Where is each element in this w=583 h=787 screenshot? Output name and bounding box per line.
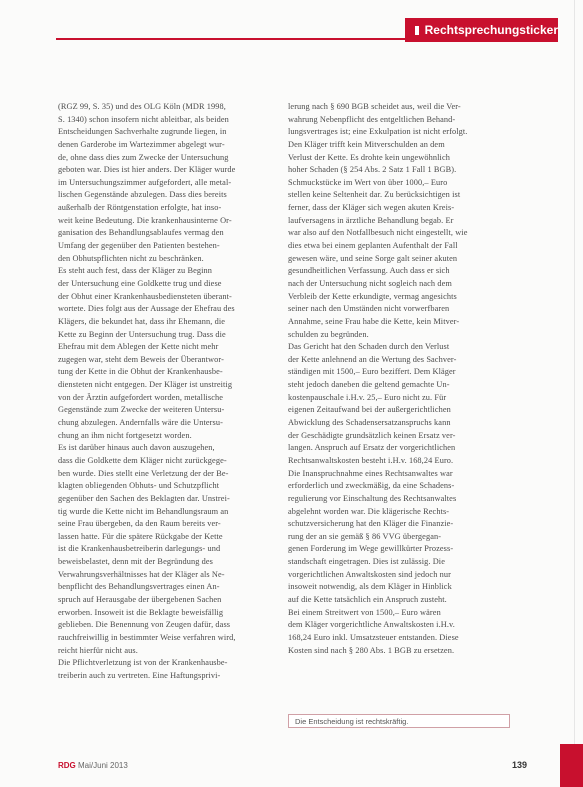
text-line: beweisbelastet, denn mit der Begründung des xyxy=(58,557,213,567)
text-line: seine Frau übergeben, da den Raum bereits ver- xyxy=(58,519,221,529)
text-line: lerung nach § 690 BGB scheidet aus, weil die Ver- xyxy=(288,102,461,111)
text-line: 168,24 Euro inkl. Umsatzsteuer entstanden. Diese xyxy=(288,632,459,642)
text-line: auf die Kette tatsächlich ein Anspruch zusteht. xyxy=(288,594,447,604)
text-line: der Untersuchung eine Goldkette trug und diese xyxy=(58,278,222,288)
text-line: tung der Kette in die Obhut der Krankenhausbe- xyxy=(58,367,223,377)
text-line: Abwicklung des Schadensersatzanspruchs kann xyxy=(288,418,451,428)
text-line: Die Pflichtverletzung ist von der Krankenhausbe- xyxy=(58,658,228,668)
text-line: lassen hatte. Für die spätere Rückgabe der Kette xyxy=(58,531,223,541)
text-line: klagten obliegenden Obhuts- und Schutzpflicht xyxy=(58,481,220,491)
text-line: ben wurde. Dies stellt eine Verletzung der der Be- xyxy=(58,468,229,478)
text-line: hoher Schaden (§ 254 Abs. 2 Satz 1 Fall 1 BGB). xyxy=(288,165,457,175)
text-line: chung an ihm nicht fortgesetzt worden. xyxy=(58,430,192,440)
text-line: rauchfreiwillig in bestimmter Weise verfahren wird, xyxy=(58,632,236,642)
text-line: Gegenstände zum Zwecke der weiteren Untersu- xyxy=(58,405,225,415)
text-line: weit keine Bedeutung. Die krankenhausinterne Or- xyxy=(58,215,232,225)
text-line: Es steht auch fest, dass der Kläger zu Beginn xyxy=(58,266,213,276)
text-line: genen Forderung im Wege gewillkürter Prozess- xyxy=(288,544,454,554)
text-line: nach der Untersuchung nicht sogleich nach dem xyxy=(288,278,452,288)
section-title: Rechtsprechungsticker xyxy=(424,23,558,37)
text-line: geboten war. Dies ist hier anders. Der Kläger wurde xyxy=(58,165,236,175)
text-line: Klägers, die bekundet hat, dass ihr Ehemann, die xyxy=(58,316,226,326)
text-line: treiberin auch zu vertreten. Eine Haftungsprivi- xyxy=(58,670,221,680)
text-line: Den Kläger trifft kein Mitverschulden an dem xyxy=(288,139,445,149)
verdict-note: Die Entscheidung ist rechtskräftig. xyxy=(288,714,510,728)
text-line: Rechtsanwaltskosten besteht i.H.v. 168,24 Euro. xyxy=(288,455,454,465)
text-line: benpflicht des Behandlungsvertrages einen An- xyxy=(58,582,220,592)
text-line: Verlust der Kette. Es drohte kein ungewöhnlich xyxy=(288,152,450,162)
text-line: tig wurde die Kette nicht im Behandlungsraum an xyxy=(58,506,229,516)
text-line: der Obhut einer Krankenhausbediensteten überant- xyxy=(58,291,232,301)
text-line: Es ist darüber hinaus auch davon auszugehen, xyxy=(58,443,215,453)
text-line: ständigen mit 1500,– Euro beziffert. Dem Kläger xyxy=(288,367,456,377)
text-line: den Obhutspflichten nicht zu beschränken. xyxy=(58,253,204,263)
text-line: Schmuckstücke im Wert von über 1000,– Euro xyxy=(288,177,448,187)
text-line: rung der an sie gemäß § 86 VVG übergegan- xyxy=(288,531,442,541)
text-line: schulden zu begründen. xyxy=(288,329,369,339)
text-line: chung abzulegen. Andernfalls wäre die Untersu- xyxy=(58,418,223,428)
page-number: 139 xyxy=(512,760,528,770)
text-line: stellen keine Seltenheit dar. Zu berücksichtigen ist xyxy=(288,190,461,200)
text-line: diensteten nicht entgegen. Der Kläger ist unstreitig xyxy=(58,380,233,390)
text-line: Verwahrungsverhältnisses hat der Kläger als Ne- xyxy=(58,569,225,579)
text-line: gesundheitlichen Verfassung. Auch dass er sich xyxy=(288,266,450,276)
text-line: dem Kläger vorgerichtliche Anwaltskosten i.H.v. xyxy=(288,620,455,630)
text-line: S. 1340) schon insofern nicht ableitbar, als beiden xyxy=(58,114,229,124)
text-line: außerhalb der Röntgenstation erfolgte, hat inso- xyxy=(58,203,222,213)
text-line: der Geschädigte grundsätzlich keinen Ersatz ver- xyxy=(288,430,456,440)
text-line: Kosten sind nach § 280 Abs. 1 BGB zu ersetzen. xyxy=(288,645,455,655)
text-line: gewesen wäre, und seine Sorge galt seiner akuten xyxy=(288,253,458,263)
text-line: insoweit notwendig, als dem Kläger in Hinblick xyxy=(288,582,452,592)
section-banner xyxy=(405,18,558,42)
text-line: dies etwa bei einem geplanten Aufenthalt der Fall xyxy=(288,241,458,251)
footer-issue xyxy=(58,761,128,770)
text-line: laufversagens in ärztliche Behandlung begab. Er xyxy=(288,215,454,225)
footer-accent-bar xyxy=(560,744,583,787)
text-line: lischen Gegenstände abzulegen. Dass dies bereits xyxy=(58,190,227,200)
text-line: seiner nach den Umständen nicht vorwerfbaren xyxy=(288,304,450,314)
text-line: geblieben. Die Benennung von Zeugen dafür, dass xyxy=(58,620,231,630)
text-line: denen Garderobe im Wartezimmer abgelegt wur- xyxy=(58,139,225,149)
text-line: de, ohne dass dies zum Zwecke der Untersuchung xyxy=(58,152,229,162)
text-line: Bei einem Streitwert von 1500,– Euro wären xyxy=(288,607,441,617)
text-line: lungsvertrages ist; eine Exkulpation ist nicht erfolgt. xyxy=(288,127,468,137)
text-line: Annahme, seine Frau habe die Kette, kein Mitver- xyxy=(288,316,460,326)
text-line: abgelehnt worden war. Die klägerische Rechts- xyxy=(288,506,450,516)
page-edge xyxy=(574,0,575,787)
text-line: vorgerichtlichen Anwaltskosten sind jedoch nur xyxy=(288,569,451,579)
text-line: langen. Anspruch auf Ersatz der vorgerichtlichen xyxy=(288,443,456,453)
text-line: wortete. Dies folgt aus der Aussage der Ehefrau des xyxy=(58,304,235,314)
text-line: dass die Goldkette dem Kläger nicht zurückgege- xyxy=(58,455,227,465)
text-line: steht jedoch daneben die geltend gemachte Un- xyxy=(288,380,450,390)
text-line: kostenpauschale i.H.v. 25,– Euro nicht zu. Für xyxy=(288,392,447,402)
text-line: Das Gericht hat den Schaden durch den Verlust xyxy=(288,342,450,352)
text-line: ist die Krankenhausbetreiberin darlegungs- und xyxy=(58,544,221,554)
square-icon xyxy=(415,26,419,35)
text-line: von der Ärztin aufgefordert worden, metallische xyxy=(58,392,224,402)
text-line: im Untersuchungszimmer aufgefordert, alle metal- xyxy=(58,177,232,187)
journal-name: RDG xyxy=(58,761,76,770)
text-line: der Kette anlehnend an die Wertung des Sachver- xyxy=(288,354,457,364)
text-column-left xyxy=(58,101,280,682)
text-line: war also auf den Notfallbesuch nicht eingestellt, wie xyxy=(288,228,468,238)
text-column-right xyxy=(288,101,510,657)
text-line: spruch auf Herausgabe der übergebenen Sachen xyxy=(58,594,222,604)
text-line: Verbleib der Kette erkundigte, vermag angesichts xyxy=(288,291,457,301)
text-line: standschaft eingetragen. Dies ist zulässig. Die xyxy=(288,557,445,567)
text-line: eigenen Zeitaufwand bei der außergerichtlichen xyxy=(288,405,451,415)
text-line: gegenüber den Sachen des Beklagten dar. Unstrei- xyxy=(58,493,230,503)
text-line: Ehefrau mit dem Ablegen der Kette nicht mehr xyxy=(58,342,219,352)
text-line: Umfang der gegenüber den Patienten bestehen- xyxy=(58,241,220,251)
text-line: ferner, dass der Kläger sich wegen akuten Kreis- xyxy=(288,203,455,213)
text-line: schutzversicherung hat den Kläger die Finanzie- xyxy=(288,519,454,529)
text-line: erworben. Insoweit ist die Beklagte beweisfällig xyxy=(58,607,224,617)
text-line: erforderlich und zweckmäßig, da eine Schadens- xyxy=(288,481,455,491)
text-line: reicht hierfür nicht aus. xyxy=(58,645,138,655)
text-line: ganisation des Behandlungsablaufes vermag den xyxy=(58,228,224,238)
text-line: Die Inanspruchnahme eines Rechtsanwaltes war xyxy=(288,468,453,478)
text-line: regulierung vor Einschaltung des Rechtsanwaltes xyxy=(288,493,457,503)
text-line: (RGZ 99, S. 35) und des OLG Köln (MDR 1998, xyxy=(58,102,226,111)
issue-date: Mai/Juni 2013 xyxy=(78,761,128,770)
text-line: Entscheidungen Sachverhalte zugrunde liegen, in xyxy=(58,127,227,137)
text-line: wahrung Nebenpflicht des entgeltlichen Behand- xyxy=(288,114,456,124)
text-line: Kette zu Beginn der Untersuchung trug. Dass die xyxy=(58,329,226,339)
text-line: zugegen war, steht dem Beweis der Überantwor- xyxy=(58,354,224,364)
